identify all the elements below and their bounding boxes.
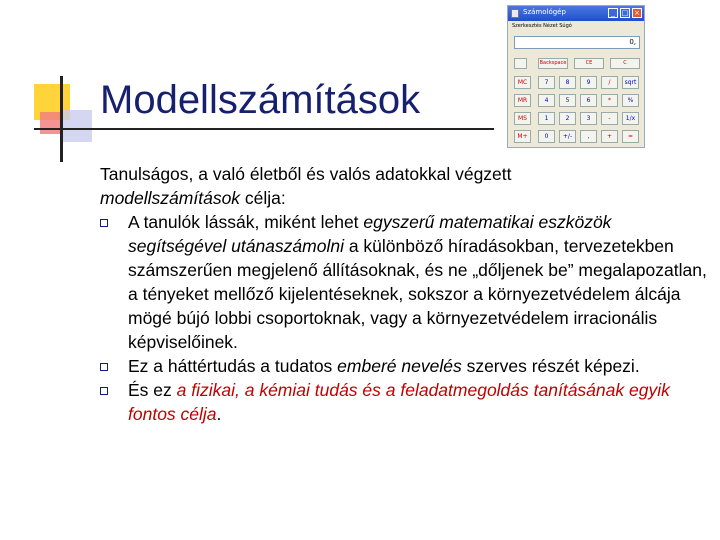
decor-red-square <box>40 112 62 134</box>
bullet-text: szerves részét képezi. <box>461 356 640 376</box>
calculator-titlebar <box>508 6 644 21</box>
calculator-key: 5 <box>559 94 576 107</box>
calculator-backspace-button: Backspace <box>538 58 568 69</box>
calculator-key: +/- <box>559 130 576 143</box>
bullet-text: . <box>216 404 222 424</box>
calculator-ce-button: CE <box>574 58 604 69</box>
calculator-key: - <box>601 112 618 125</box>
bullet-list <box>100 210 712 426</box>
square-bullet-icon <box>100 219 108 227</box>
calculator-key: sqrt <box>622 76 639 89</box>
square-bullet-icon <box>100 363 108 371</box>
minimize-icon: _ <box>608 8 618 18</box>
bullet-text: És ez <box>128 380 177 400</box>
bullet-text: Ez a háttértudás a tudatos <box>128 356 338 376</box>
calculator-screenshot <box>507 5 645 148</box>
calculator-key: % <box>622 94 639 107</box>
calculator-key: MS <box>514 112 531 125</box>
calculator-key: 4 <box>538 94 555 107</box>
intro-emphasis: modellszámítások <box>100 188 241 208</box>
bullet-emphasis: emberé nevelés <box>337 356 462 376</box>
calculator-key: 9 <box>580 76 597 89</box>
calculator-key: 7 <box>538 76 555 89</box>
calculator-key: = <box>622 130 639 143</box>
calculator-key: 8 <box>559 76 576 89</box>
calculator-key: , <box>580 130 597 143</box>
calculator-key: M+ <box>514 130 531 143</box>
bullet-emphasis-red: a fizikai, a kémiai tudás és a feladatmegoldás tanításának egyik fontos célja <box>128 380 670 424</box>
calculator-key: 3 <box>580 112 597 125</box>
calculator-icon <box>511 9 519 18</box>
bullet-text: A tanulók lássák, miként lehet <box>128 212 364 232</box>
bullet-text: a különböző híradásokban, tervezetekben számszerűen megjelenő állításoknak, és ne „dőljenek be” megalapozatlan, a tényeket mellőző kijelentéseknek, sokszor a környezetvédelem álcája mögé bújó lobbi csoportoknak, vagy a környezetvédelem irracionális képviselőinek. <box>128 236 707 352</box>
decor-blue-square <box>60 110 92 142</box>
intro-line-end: célja: <box>240 188 286 208</box>
calculator-memory-indicator <box>514 58 527 69</box>
close-icon: × <box>632 8 642 18</box>
calculator-key: / <box>601 76 618 89</box>
calculator-key: MC <box>514 76 531 89</box>
bullet-item <box>100 354 712 378</box>
calculator-key: 1 <box>538 112 555 125</box>
slide-body <box>100 162 712 426</box>
calculator-display: 0, <box>514 36 640 49</box>
calculator-key: MR <box>514 94 531 107</box>
decor-vertical-line <box>60 76 63 162</box>
calculator-title: Számológép <box>523 8 566 16</box>
maximize-icon: □ <box>621 9 629 17</box>
title-underline <box>34 128 494 130</box>
slide-title: Modellszámítások <box>100 78 421 122</box>
calculator-key: 2 <box>559 112 576 125</box>
calculator-key: 1/x <box>622 112 639 125</box>
calculator-key: 0 <box>538 130 555 143</box>
bullet-emphasis: egyszerű matematikai eszközök segítségével utánaszámolni <box>128 212 612 256</box>
square-bullet-icon <box>100 387 108 395</box>
bullet-item <box>100 210 712 354</box>
bullet-item <box>100 378 712 426</box>
calculator-key: + <box>601 130 618 143</box>
calculator-c-button: C <box>610 58 640 69</box>
calculator-key: * <box>601 94 618 107</box>
intro-paragraph <box>100 162 712 210</box>
intro-line: Tanulságos, a való életből és valós adatokkal végzett <box>100 164 512 184</box>
calculator-menu: Szerkesztés Nézet Súgó <box>512 23 572 29</box>
calculator-key: 6 <box>580 94 597 107</box>
